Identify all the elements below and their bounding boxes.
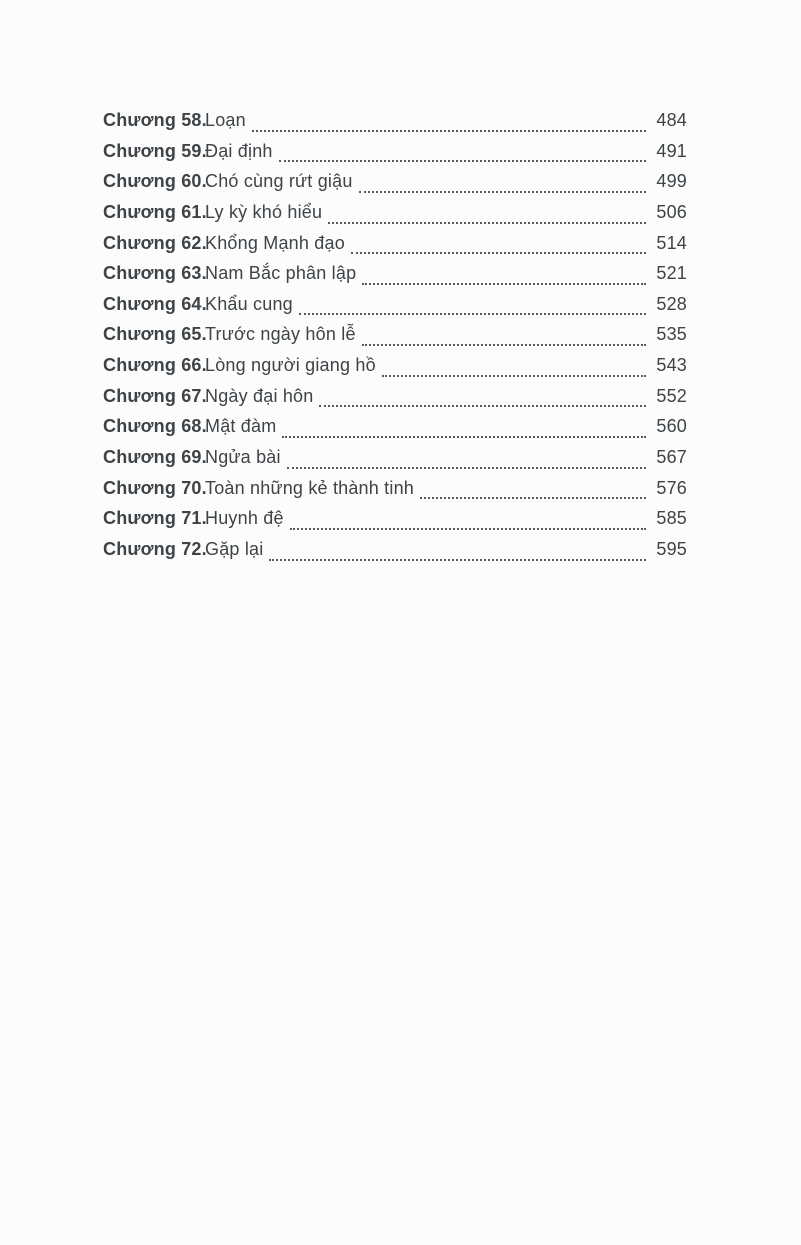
- toc-entry: [103, 263, 687, 294]
- chapter-label: Chương 63.: [103, 263, 207, 284]
- chapter-title: Khẩu cung: [205, 293, 293, 314]
- chapter-page: 585: [656, 508, 687, 529]
- chapter-label: Chương 71.: [103, 508, 207, 529]
- chapter-label: Chương 69.: [103, 447, 207, 468]
- chapter-title: Trước ngày hôn lễ: [205, 324, 356, 345]
- chapter-page: 567: [656, 447, 687, 468]
- chapter-page: 484: [656, 110, 687, 130]
- chapter-title: Mật đàm: [205, 416, 277, 437]
- chapter-page: 560: [656, 416, 687, 437]
- chapter-label: Chương 61.: [103, 201, 207, 222]
- chapter-page: 499: [656, 171, 687, 192]
- toc-entry: [103, 324, 687, 355]
- chapter-label: Chương 68.: [103, 416, 207, 437]
- chapter-label: Chương 58.: [103, 110, 207, 130]
- chapter-title: Đại định: [205, 140, 273, 161]
- chapter-title: Chó cùng rứt giậu: [205, 171, 353, 192]
- dot-leader: [382, 375, 646, 377]
- dot-leader: [351, 252, 646, 254]
- chapter-label: Chương 62.: [103, 232, 207, 253]
- toc-entry: [103, 355, 687, 386]
- chapter-page: 595: [656, 538, 687, 559]
- toc-entry: [103, 141, 687, 172]
- chapter-title: Gặp lại: [205, 538, 264, 559]
- toc-entry: [103, 539, 687, 570]
- chapter-page: 528: [656, 293, 687, 314]
- dot-leader: [328, 222, 646, 224]
- chapter-page: 535: [656, 324, 687, 345]
- toc-entry: [103, 386, 687, 417]
- chapter-label: Chương 65.: [103, 324, 207, 345]
- chapter-label: Chương 70.: [103, 477, 207, 498]
- toc-entry: [103, 508, 687, 539]
- chapter-label: Chương 67.: [103, 385, 207, 406]
- dot-leader: [362, 344, 646, 346]
- chapter-label: Chương 59.: [103, 140, 207, 161]
- dot-leader: [359, 191, 646, 193]
- chapter-label: Chương 66.: [103, 355, 207, 376]
- dot-leader: [290, 528, 646, 530]
- chapter-title: Loạn: [205, 110, 246, 130]
- dot-leader: [252, 130, 646, 132]
- chapter-label: Chương 64.: [103, 293, 207, 314]
- chapter-title: Nam Bắc phân lập: [205, 263, 357, 284]
- dot-leader: [279, 160, 646, 162]
- dot-leader: [299, 313, 646, 315]
- toc-entry: [103, 202, 687, 233]
- chapter-page: 543: [656, 355, 687, 376]
- chapter-label: Chương 60.: [103, 171, 207, 192]
- toc-entry: [103, 447, 687, 478]
- chapter-page: 576: [656, 477, 687, 498]
- chapter-page: 552: [656, 385, 687, 406]
- chapter-page: 521: [656, 263, 687, 284]
- chapter-page: 506: [656, 201, 687, 222]
- chapter-title: Ly kỳ khó hiểu: [205, 201, 323, 222]
- chapter-title: Lòng người giang hồ: [205, 355, 376, 376]
- chapter-page: 514: [656, 232, 687, 253]
- dot-leader: [319, 405, 646, 407]
- chapter-title: Huynh đệ: [205, 508, 284, 529]
- chapter-title: Ngửa bài: [205, 447, 281, 468]
- dot-leader: [282, 436, 646, 438]
- dot-leader: [269, 559, 646, 561]
- toc-entry: [103, 110, 687, 141]
- dot-leader: [287, 467, 646, 469]
- dot-leader: [420, 497, 646, 499]
- toc-entry: [103, 233, 687, 264]
- dot-leader: [362, 283, 646, 285]
- chapter-title: Khổng Mạnh đạo: [205, 232, 345, 253]
- chapter-title: Ngày đại hôn: [205, 385, 314, 406]
- toc-entry: [103, 294, 687, 325]
- chapter-label: Chương 72.: [103, 538, 207, 559]
- toc-entry: [103, 416, 687, 447]
- chapter-page: 491: [656, 140, 687, 161]
- chapter-title: Toàn những kẻ thành tinh: [205, 477, 415, 498]
- toc-entry: [103, 478, 687, 509]
- toc-entry: [103, 171, 687, 202]
